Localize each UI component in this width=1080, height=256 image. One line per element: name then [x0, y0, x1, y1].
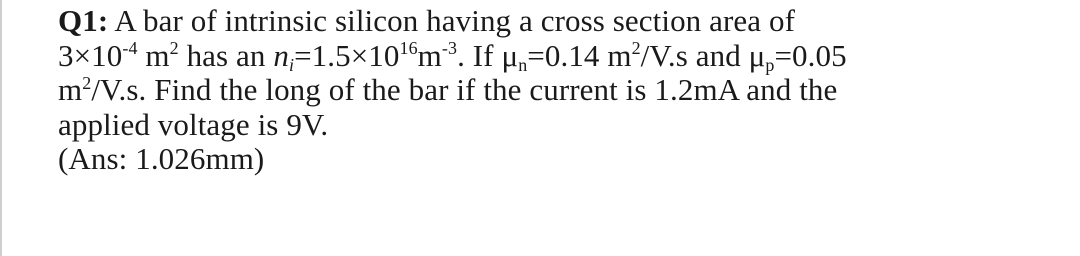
question-line-1	[58, 4, 1058, 39]
ni-symbol: n	[273, 37, 289, 73]
mu-n-unit-exponent: 2	[631, 38, 641, 59]
question-line-4: applied voltage is 9V.	[58, 106, 329, 142]
ni-exponent: 16	[399, 38, 418, 59]
mu-n-value: =0.14 m	[527, 37, 632, 73]
mu-p-subscript: p	[765, 54, 775, 75]
has-an-text: has an	[178, 37, 274, 73]
ni-value: =1.5×10	[294, 37, 400, 73]
area-unit-exponent: 2	[169, 38, 179, 59]
question-line-3	[58, 73, 1058, 108]
left-border-line	[0, 0, 2, 256]
area-base: 3×10	[58, 37, 123, 73]
mu-p-value: =0.05	[774, 37, 847, 73]
question-line-2	[58, 39, 1058, 74]
area-exponent: -4	[122, 38, 138, 59]
ni-subscript: i	[288, 54, 295, 75]
question-line-1-text: A bar of intrinsic silicon having a cross section area of	[108, 3, 796, 38]
area-unit: m	[137, 37, 170, 73]
ni-unit: m	[417, 37, 442, 73]
answer-line: (Ans: 1.026mm)	[58, 141, 265, 176]
question-line-3-text: /V.s. Find the long of the bar if the current is 1.2mA and the	[91, 72, 838, 107]
mu-p-unit: m	[58, 72, 83, 107]
question-block	[58, 4, 1058, 177]
question-label: Q1:	[58, 3, 109, 38]
if-mu-text: . If μ	[457, 37, 519, 73]
mu-p-unit-exponent: 2	[82, 72, 92, 93]
ni-unit-exponent: -3	[441, 38, 458, 59]
mu-n-subscript: n	[518, 54, 528, 75]
mu-n-unit-rest: /V.s and μ	[640, 37, 766, 73]
